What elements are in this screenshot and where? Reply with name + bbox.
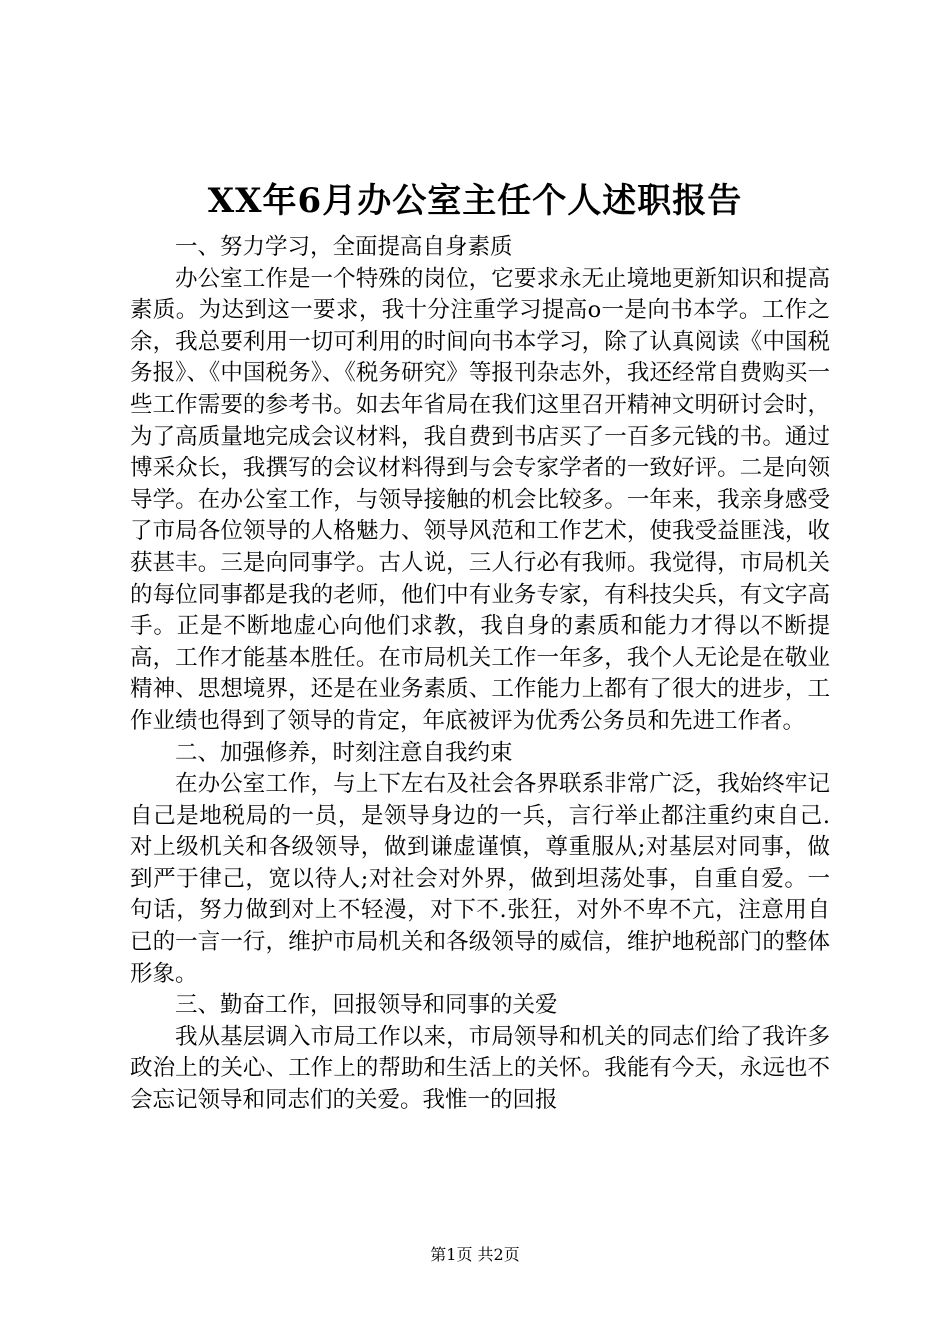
paragraph-1: 办公室工作是一个特殊的岗位，它要求永无止境地更新知识和提高素质。为达到这一要求，我十分注重学习提高o一是向书本学。工作之余，我总要利用一切可利用的时间向书本学习，除了认真阅读《中国税务报》、《中国税务》、《税务研究》等报刊杂志外，我还经常自费购买一些工作需要的参考书。如去年省局在我们这里召开精神文明研讨会时，为了高质量地完成会议材料，我自费到书店买了一百多元钱的书。通过博采众长，我撰写的会议材料得到与会专家学者的一致好评。二是向领导学。在办公室工作，与领导接触的机会比较多。一年来，我亲身感受了市局各位领导的人格魅力、领导风范和工作艺术，使我受益匪浅，收获甚丰。三是向同事学。古人说，三人行必有我师。我觉得，市局机关的每位同事都是我的老师，他们中有业务专家，有科技尖兵，有文字高手。正是不断地虚心向他们求教，我自身的素质和能力才得以不断提高，工作才能基本胜任。在市局机关工作一年多，我个人无论是在敬业精神、思想境界，还是在业务素质、工作能力上都有了很大的进步，工作业绩也得到了领导的肯定，年底被评为优秀公务员和先进工作者。 xyxy=(130,265,830,734)
paragraph-3: 我从基层调入市局工作以来，市局领导和机关的同志们给了我许多政治上的关心、工作上的帮助和生活上的关怀。我能有今天，永远也不会忘记领导和同志们的关爱。我惟一的回报 xyxy=(130,1023,830,1114)
page-footer: 第1页 共2页 xyxy=(430,1245,520,1264)
paragraph-2: 在办公室工作，与上下左右及社会各界联系非常广泛，我始终牢记自己是地税局的一员，是领导身边的一兵，言行举止都注重约束自己.对上级机关和各级领导，做到谦虚谨慎，尊重服从;对基层对同事，做到严于律己，宽以待人;对社会对外界，做到坦荡处事，自重自爱。一句话，努力做到对上不轻漫，对下不.张狂，对外不卑不亢，注意用自已的一言一行，维护市局机关和各级领导的威信，维护地税部门的整体形象。 xyxy=(130,771,830,987)
section-heading-1: 一、努力学习，全面提高自身素质 xyxy=(175,234,513,260)
document-title: XX年6月办公室主任个人述职报告 xyxy=(207,181,743,221)
document-body xyxy=(130,232,830,1117)
section-heading-2: 二、加强修养，时刻注意自我约束 xyxy=(175,739,513,766)
section-heading-3: 三、勤奋工作，回报领导和同事的关爱 xyxy=(175,992,558,1019)
